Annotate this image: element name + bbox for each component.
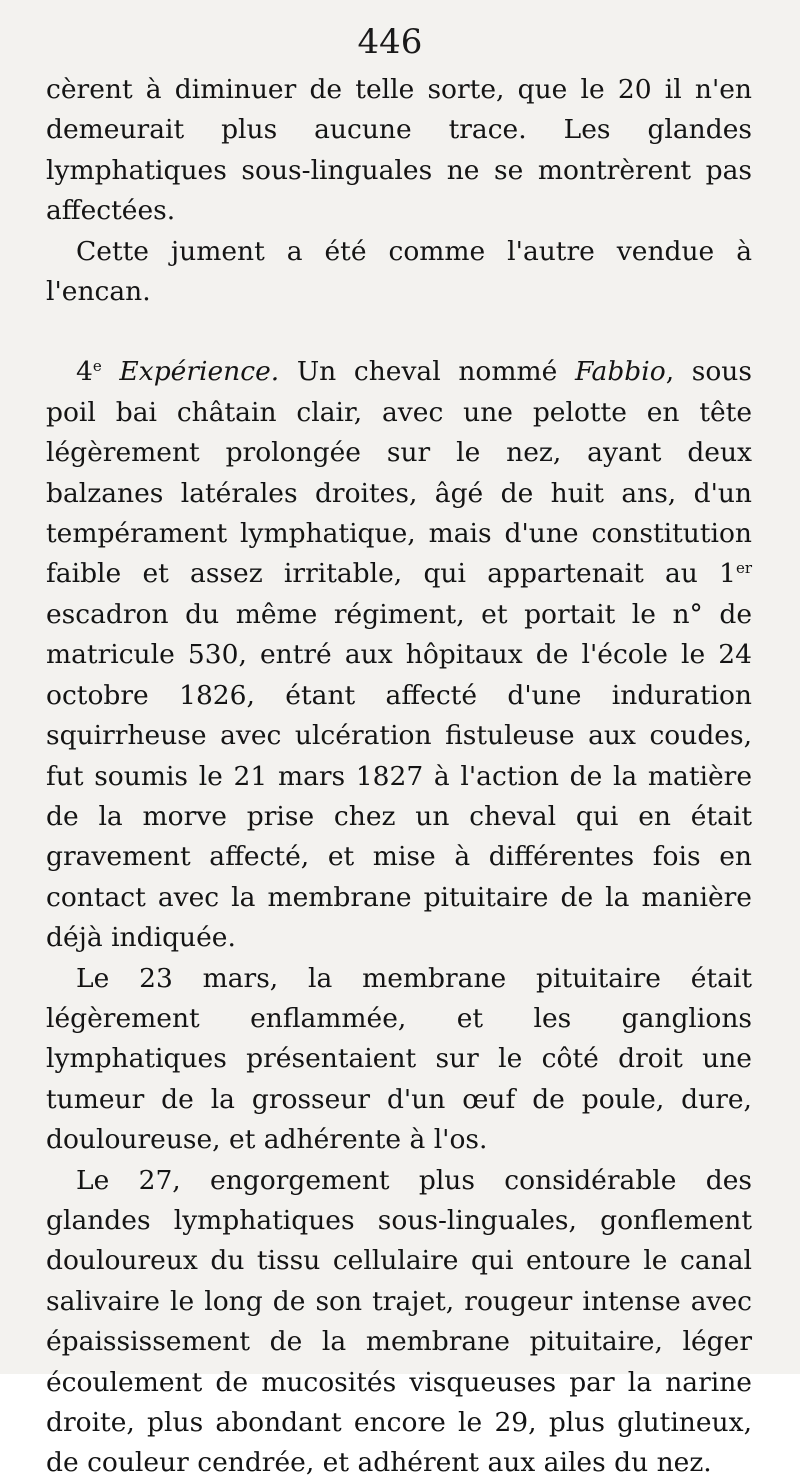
squadron-ordinal: er: [735, 559, 752, 578]
experience-label: Expérience.: [119, 356, 280, 388]
experience-text-b: , sous poil bai châtain clair, avec une pelotte en tête légèrement prolongée sur le nez, ayant deux balzanes latérales droites, âgé de huit ans, d'un tempérament lymphatique, mais d'une constitution faible et assez irritable, qui appartenait au 1: [46, 356, 752, 590]
paragraph-1: cèrent à diminuer de telle sorte, que le 20 il n'en demeurait plus aucune trace. Les glandes lymphatiques sous-linguales ne se montrèrent pas affectées.: [46, 74, 752, 227]
paragraph-march-23: Le 23 mars, la membrane pituitaire était légèrement enflammée, et les ganglions lymphatiques présentaient sur le côté droit une tumeur de la grosseur d'un œuf de poule, dure, douloureuse, et adhérente à l'os.: [46, 962, 752, 1156]
page-number: 446: [357, 22, 423, 62]
experience-text-c: escadron du même régiment, et portait le n° de matricule 530, entré aux hôpitaux de l'école le 24 octobre 1826, étant affecté d'une induration squirrheuse avec ulcération fistuleuse aux coudes, fut soumis le 21 mars 1827 à l'action de la matière de la morve prise chez un cheval qui en était gravement affecté, et mise à différentes fois en contact avec la membrane pituitaire de la manière déjà indiquée.: [46, 598, 752, 954]
paragraph-2: Cette jument a été comme l'autre vendue à l'encan.: [46, 235, 752, 308]
paragraph-experience-4: [46, 352, 752, 958]
experience-ordinal: e: [92, 357, 102, 376]
body-text: [46, 70, 752, 1484]
paragraph-march-27: Le 27, engorgement plus considérable des glandes lymphatiques sous-linguales, gonflement douloureux du tissu cellulaire qui entoure le canal salivaire le long de son trajet, rougeur intense avec épaississement de la membrane pituitaire, léger écoulement de mucosités visqueuses par la narine droite, plus abondant encore le 29, plus glutineux, de couleur cendrée, et adhérent aux ailes du nez.: [46, 1164, 752, 1479]
horse-name: Fabbio: [574, 356, 666, 388]
experience-number: 4: [76, 356, 93, 388]
experience-text-a: Un cheval nommé: [296, 356, 558, 388]
